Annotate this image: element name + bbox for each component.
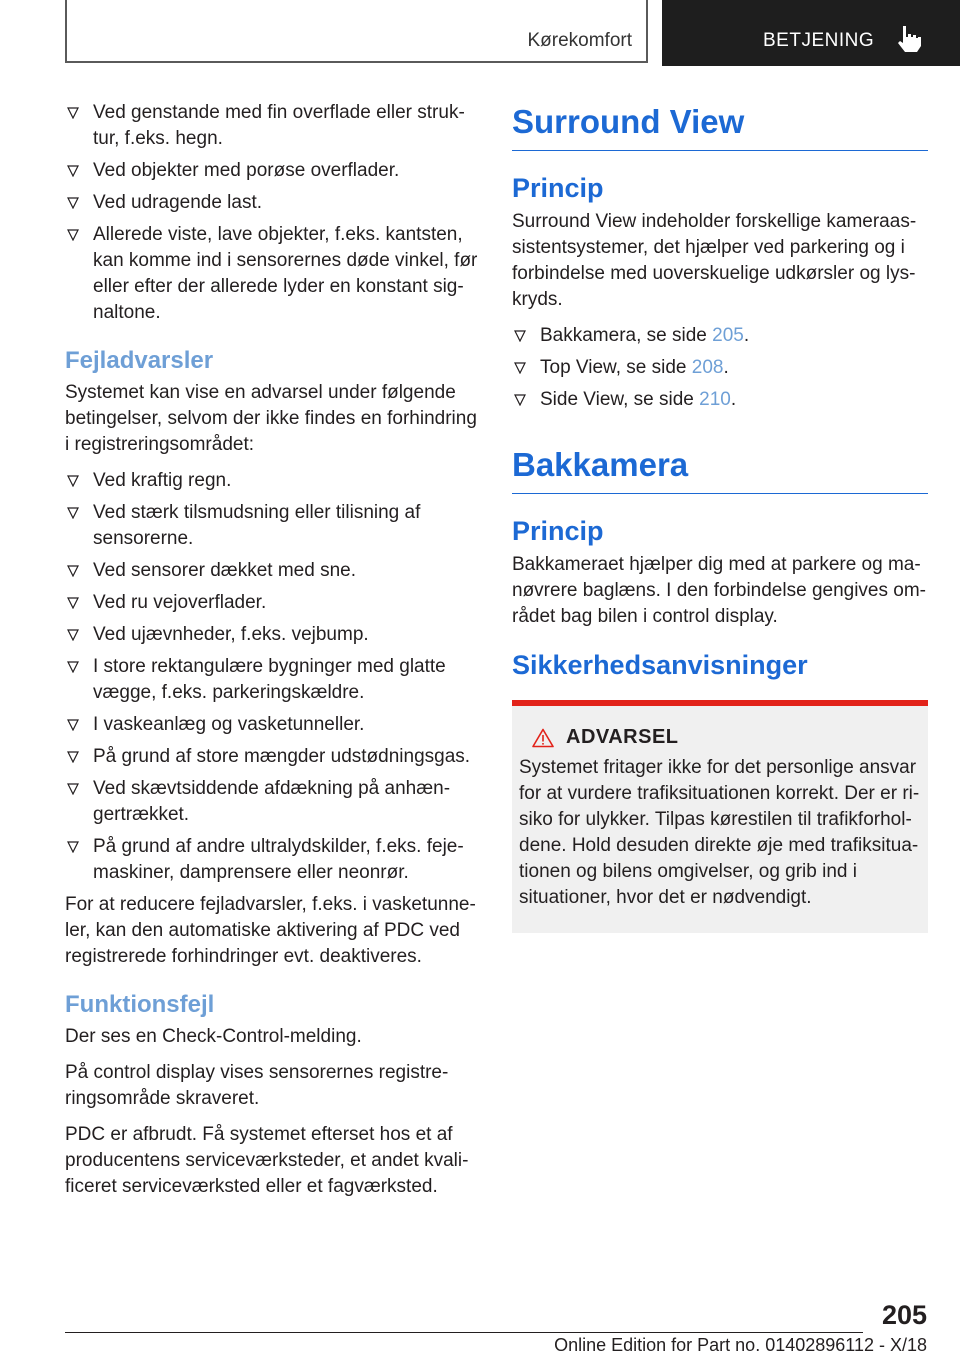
bullet-triangle-icon [67,719,79,731]
false-warnings-heading: Fejladvarsler [65,347,214,374]
false-warnings-outro: For at reducere fejladvarsler, f.eks. i vasketunne-ler, kan den automatiske aktivering af PDC ved registrerede forhindringer evt. deaktiveres. [65,894,476,967]
header-section-title: Kørekomfort [527,30,632,51]
list-item-text: I vaskeanlæg og vasketunneller. [93,714,365,735]
intro-bullet-list [65,100,480,326]
list-item [65,468,480,494]
bullet-triangle-icon [67,165,79,177]
list-item [65,500,480,552]
reverse-camera-principle-heading: Princip [512,516,604,546]
list-item [65,590,480,616]
left-column [65,100,480,1210]
false-warnings-intro: Systemet kan vise en advarsel under følgende betingelser, selvom der ikke findes en forhindring i registreringsområdet: [65,382,477,455]
list-item-text: Ved genstande med fin overflade eller struk-tur, f.eks. hegn. [93,102,465,149]
list-item [65,558,480,584]
bullet-triangle-icon [67,783,79,795]
bullet-triangle-icon [67,107,79,119]
surround-principle-heading: Princip [512,173,604,203]
malfunction-paragraph: På control display vises sensorernes registre-ringsområde skraveret. [65,1062,449,1109]
list-item-text: Ved ujævnheder, f.eks. vejbump. [93,624,369,645]
list-item-text: Bakkamera, se side [540,325,713,346]
list-item-text: Top View, se side [540,357,692,378]
surround-page-list [512,323,928,413]
list-item-end: . [730,389,737,410]
list-item-text: Ved objekter med porøse overflader. [93,160,400,181]
bullet-triangle-icon [514,330,526,342]
bullet-triangle-icon [514,394,526,406]
malfunction-heading: Funktionsfejl [65,991,215,1018]
list-item [512,355,928,381]
list-item-text: Ved stærk tilsmudsning eller tilisning af sensorerne. [93,502,421,549]
list-item [65,100,480,152]
page-link[interactable]: 208 [691,357,724,378]
list-item-text: I store rektangulære bygninger med glatte vægge, f.eks. parkeringskældre. [93,656,446,703]
bullet-triangle-icon [67,751,79,763]
bullet-triangle-icon [67,841,79,853]
list-item [512,387,928,413]
reverse-camera-title: Bakkamera [512,443,928,494]
bullet-triangle-icon [67,597,79,609]
list-item-text: Ved udragende last. [93,192,263,213]
list-item-end: . [743,325,750,346]
footer-edition-text: Online Edition for Part no. 01402896112 - X/18 [554,1335,927,1355]
safety-heading: Sikkerhedsanvisninger [512,650,808,680]
list-item [65,834,480,886]
malfunction-paragraph: Der ses en Check-Control-melding. [65,1026,362,1047]
warning-triangle-icon [532,728,554,748]
footer-divider [65,1332,863,1333]
bullet-triangle-icon [67,229,79,241]
bullet-triangle-icon [514,362,526,374]
malfunction-paragraph: PDC er afbrudt. Få systemet efterset hos et af producentens serviceværksteder, et andet kvali-ficeret serviceværksted eller et fagværksted. [65,1124,469,1197]
list-item [65,622,480,648]
pointing-hand-icon [894,24,924,54]
surround-view-title: Surround View [512,100,928,151]
list-item-text: Ved ru vejoverflader. [93,592,267,613]
list-item [512,323,928,349]
page-link[interactable]: 205 [712,325,744,346]
page-number: 205 [881,1300,927,1330]
header-section-tab [65,0,648,63]
reverse-camera-principle-text: Bakkameraet hjælper dig med at parkere og ma-nøvrere baglæns. I den forbindelse gengives om-rådet bag bilen i control display. [512,554,927,627]
list-item-text: Ved kraftig regn. [93,470,232,491]
false-warnings-list [65,468,480,886]
bullet-triangle-icon [67,629,79,641]
warning-header [519,726,920,749]
bullet-triangle-icon [67,475,79,487]
list-item-text: Allerede viste, lave objekter, f.eks. kantsten, kan komme ind i sensorernes døde vinkel, før eller efter der allerede lyder en konstant sig-naltone. [93,224,478,323]
bullet-triangle-icon [67,197,79,209]
list-item-text: Ved skævtsiddende afdækning på anhæn-gertrækket. [93,778,451,825]
bullet-triangle-icon [67,661,79,673]
bullet-triangle-icon [67,565,79,577]
list-item-end: . [723,357,729,378]
list-item-text: På grund af store mængder udstødningsgas. [93,746,471,767]
list-item [65,190,480,216]
list-item [65,158,480,184]
header-chapter-title: BETJENING [763,30,875,51]
right-column [512,100,928,933]
warning-title: ADVARSEL [566,726,679,748]
list-item [65,222,480,326]
warning-text: Systemet fritager ikke for det personlige ansvar for at vurdere trafiksituationen korrekt. Der er ri-siko for ulykker. Tilpas kørestilen til trafikforhol-dene. Hold desuden direkte øje med trafiksitua-tionen og bilens omgivelser, og grib ind i situationer, hvor det er nødvendigt. [519,757,920,908]
list-item [65,712,480,738]
page-link[interactable]: 210 [699,389,731,410]
header-chapter-tab [662,0,960,66]
list-item-text: Ved sensorer dækket med sne. [93,560,356,581]
warning-box [512,700,928,933]
list-item-text: På grund af andre ultralydskilder, f.eks. feje-maskiner, damprensere eller neonrør. [93,836,464,883]
list-item [65,744,480,770]
bullet-triangle-icon [67,507,79,519]
list-item [65,776,480,828]
surround-principle-text: Surround View indeholder forskellige kameraas-sistentsystemer, det hjælper ved parkering og i forbindelse med uoverskuelige udkørsler og lys-kryds. [512,211,917,310]
list-item [65,654,480,706]
list-item-text: Side View, se side [540,389,700,410]
